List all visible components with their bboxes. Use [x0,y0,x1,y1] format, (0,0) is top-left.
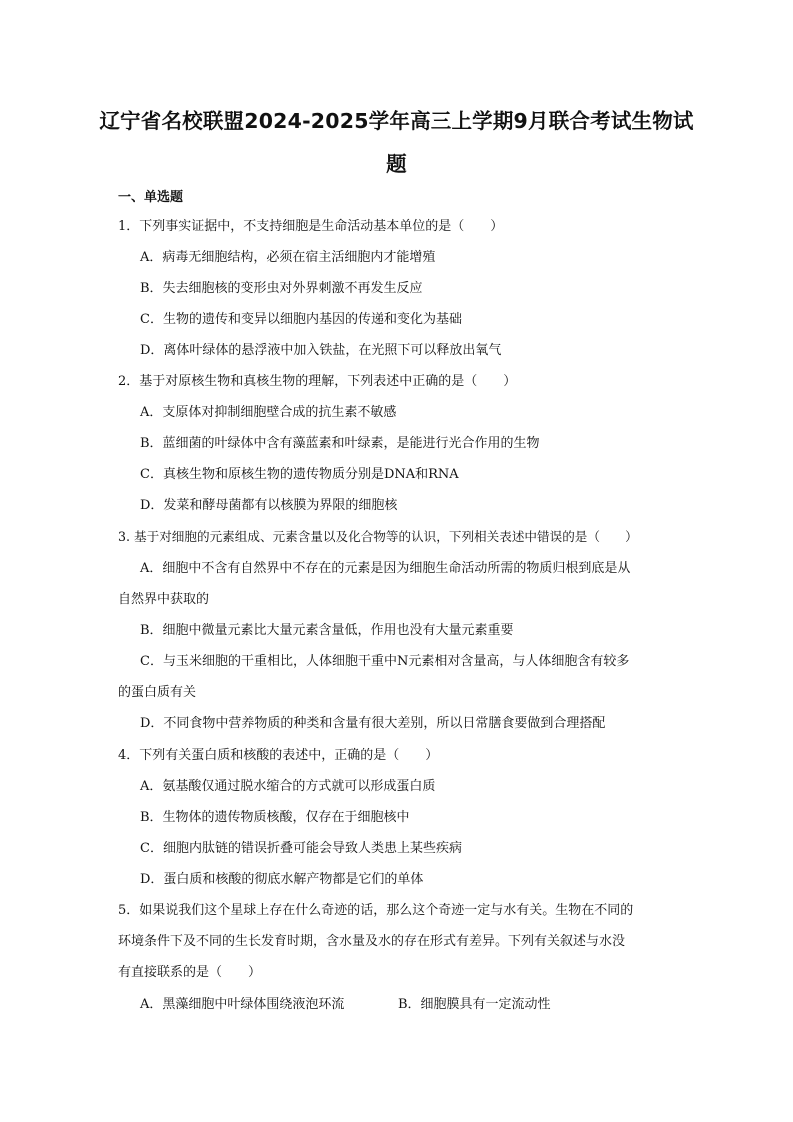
question-5-stem-line-2: 环境条件下及不同的生长发育时期，含水量及水的存在形式有差异。下列有关叙述与水没 [118,934,626,949]
question-3-option-b: B．细胞中微量元素比大量元素含量低，作用也没有大量元素重要 [140,623,514,638]
question-3-option-c-continued: 的蛋白质有关 [118,685,197,700]
question-3-option-a: A．细胞中不含有自然界中不存在的元素是因为细胞生命活动所需的物质归根到底是从 [140,561,631,576]
question-1-option-b: B．失去细胞核的变形虫对外界刺激不再发生反应 [140,281,423,296]
question-5-stem-line-1: 5．如果说我们这个星球上存在什么奇迹的话，那么这个奇迹一定与水有关。生物在不同的 [118,903,634,918]
question-3-option-d: D．不同食物中营养物质的种类和含量有很大差别，所以日常膳食要做到合理搭配 [140,716,606,731]
question-2-option-b: B．蓝细菌的叶绿体中含有藻蓝素和叶绿素，是能进行光合作用的生物 [140,436,540,451]
question-3-option-c: C．与玉米细胞的干重相比，人体细胞干重中N元素相对含量高，与人体细胞含有较多 [140,654,630,669]
question-1-option-c: C．生物的遗传和变异以细胞内基因的传递和变化为基础 [140,312,462,327]
question-4-option-d: D．蛋白质和核酸的彻底水解产物都是它们的单体 [140,872,424,887]
question-5-stem-line-3: 有直接联系的是（ ） [118,965,262,980]
question-3-stem: 3. 基于对细胞的元素组成、元素含量以及化合物等的认识，下列相关表述中错误的是（ ） [118,529,638,544]
question-4-stem: 4．下列有关蛋白质和核酸的表述中，正确的是（ ） [118,748,439,763]
document-title-line-2: 题 [386,152,407,176]
section-heading: 一、单选题 [118,190,184,205]
question-1-option-d: D．离体叶绿体的悬浮液中加入铁盐，在光照下可以释放出氧气 [140,343,502,358]
question-2-option-c: C．真核生物和原核生物的遗传物质分别是DNA和RNA [140,467,459,482]
question-4-option-b: B．生物体的遗传物质核酸，仅存在于细胞核中 [140,810,410,825]
question-1-option-a: A．病毒无细胞结构，必须在宿主活细胞内才能增殖 [140,250,436,265]
question-4-option-c: C．细胞内肽链的错误折叠可能会导致人类患上某些疾病 [140,841,462,856]
question-2-stem: 2．基于对原核生物和真核生物的理解，下列表述中正确的是（ ） [118,374,517,389]
question-4-option-a: A．氨基酸仅通过脱水缩合的方式就可以形成蛋白质 [140,779,436,794]
question-1-stem: 1．下列事实证据中，不支持细胞是生命活动基本单位的是（ ） [118,219,504,234]
question-2-option-a: A．支原体对抑制细胞壁合成的抗生素不敏感 [140,405,397,420]
question-3-option-a-continued: 自然界中获取的 [118,592,210,607]
question-2-option-d: D．发菜和酵母菌都有以核膜为界限的细胞核 [140,498,398,513]
question-5-option-b: B．细胞膜具有一定流动性 [398,997,551,1012]
question-5-option-a: A．黑藻细胞中叶绿体围绕液泡环流 [140,997,345,1012]
document-title-line-1: 辽宁省名校联盟2024-2025学年高三上学期9月联合考试生物试 [99,109,694,133]
